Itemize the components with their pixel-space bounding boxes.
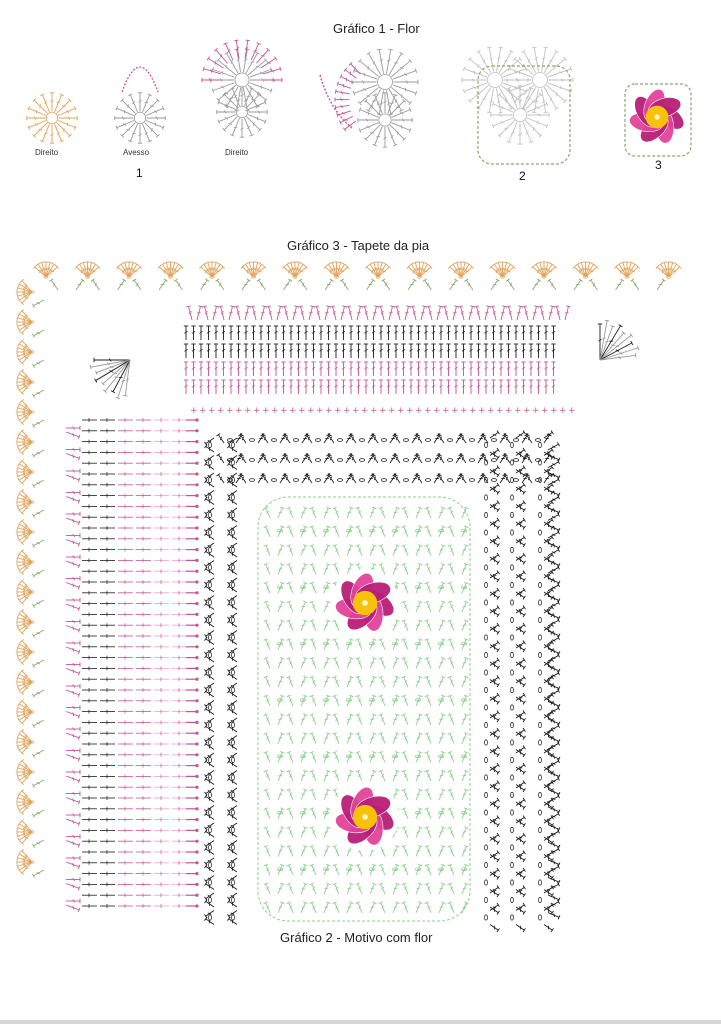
svg-text:+: + bbox=[244, 406, 252, 416]
svg-text:+: + bbox=[289, 406, 297, 416]
svg-text:+: + bbox=[541, 406, 549, 416]
motif-direito-pink bbox=[202, 40, 282, 137]
svg-text:+: + bbox=[514, 406, 522, 416]
left-pink-v-row bbox=[66, 426, 80, 912]
svg-text:+: + bbox=[298, 406, 306, 416]
svg-text:+: + bbox=[496, 406, 504, 416]
svg-text:+: + bbox=[316, 406, 324, 416]
left-stitch-columns bbox=[82, 418, 199, 908]
top-shell-border bbox=[33, 262, 681, 290]
svg-text:+: + bbox=[271, 406, 279, 416]
svg-text:+: + bbox=[523, 406, 531, 416]
svg-text:+: + bbox=[370, 406, 378, 416]
chart1-title: Gráfico 1 - Flor bbox=[333, 21, 420, 36]
svg-text:+: + bbox=[388, 406, 396, 416]
svg-text:+: + bbox=[361, 406, 369, 416]
motif-step2 bbox=[462, 47, 573, 164]
label-avesso: Avesso bbox=[123, 148, 150, 157]
svg-text:+: + bbox=[379, 406, 387, 416]
svg-text:+: + bbox=[262, 406, 270, 416]
flower-motif-2 bbox=[331, 783, 399, 851]
chart1-flower-steps bbox=[27, 40, 691, 164]
chart2-title: Gráfico 2 - Motivo com flor bbox=[280, 930, 433, 945]
svg-text:+: + bbox=[307, 406, 315, 416]
svg-text:+: + bbox=[226, 406, 234, 416]
svg-text:+: + bbox=[433, 406, 441, 416]
step-number-3: 3 bbox=[655, 158, 662, 172]
svg-text:+: + bbox=[550, 406, 558, 416]
svg-text:+: + bbox=[325, 406, 333, 416]
svg-text:+: + bbox=[415, 406, 423, 416]
svg-text:+: + bbox=[397, 406, 405, 416]
step-number-2: 2 bbox=[519, 169, 526, 183]
svg-text:+: + bbox=[568, 406, 576, 416]
top-pink-row bbox=[186, 306, 570, 320]
label-direito-1: Direito bbox=[35, 148, 59, 157]
page-bottom-edge bbox=[0, 1020, 721, 1024]
motif-progress bbox=[320, 49, 418, 147]
flower-motif-1 bbox=[331, 569, 399, 637]
corner-top-right bbox=[598, 320, 639, 360]
svg-text:+: + bbox=[487, 406, 495, 416]
svg-text:+: + bbox=[469, 406, 477, 416]
svg-text:+: + bbox=[451, 406, 459, 416]
top-black-block bbox=[184, 326, 556, 394]
left-shell-border bbox=[17, 279, 44, 877]
chart3-mat bbox=[17, 262, 681, 932]
svg-text:+: + bbox=[505, 406, 513, 416]
svg-text:+: + bbox=[460, 406, 468, 416]
svg-text:+: + bbox=[442, 406, 450, 416]
motif-avesso bbox=[115, 67, 165, 143]
svg-text:+: + bbox=[217, 406, 225, 416]
svg-text:+: + bbox=[190, 406, 198, 416]
svg-text:+: + bbox=[235, 406, 243, 416]
svg-text:+: + bbox=[253, 406, 261, 416]
svg-text:+: + bbox=[352, 406, 360, 416]
motif-step3 bbox=[625, 84, 691, 156]
black-shell-frame bbox=[205, 431, 554, 932]
step-number-1: 1 bbox=[136, 166, 143, 180]
chart2-green-body bbox=[258, 497, 470, 921]
svg-text:+: + bbox=[406, 406, 414, 416]
svg-text:+: + bbox=[208, 406, 216, 416]
svg-text:+: + bbox=[343, 406, 351, 416]
svg-text:+: + bbox=[334, 406, 342, 416]
corner-top-left bbox=[90, 358, 130, 399]
svg-text:+: + bbox=[532, 406, 540, 416]
svg-text:+: + bbox=[424, 406, 432, 416]
svg-text:+: + bbox=[199, 406, 207, 416]
svg-text:+: + bbox=[559, 406, 567, 416]
label-direito-2: Direito bbox=[225, 148, 249, 157]
chart3-title: Gráfico 3 - Tapete da pia bbox=[287, 238, 430, 253]
motif-direito-orange bbox=[27, 93, 77, 143]
svg-text:+: + bbox=[280, 406, 288, 416]
pink-cross-row bbox=[190, 406, 576, 416]
svg-text:+: + bbox=[478, 406, 486, 416]
